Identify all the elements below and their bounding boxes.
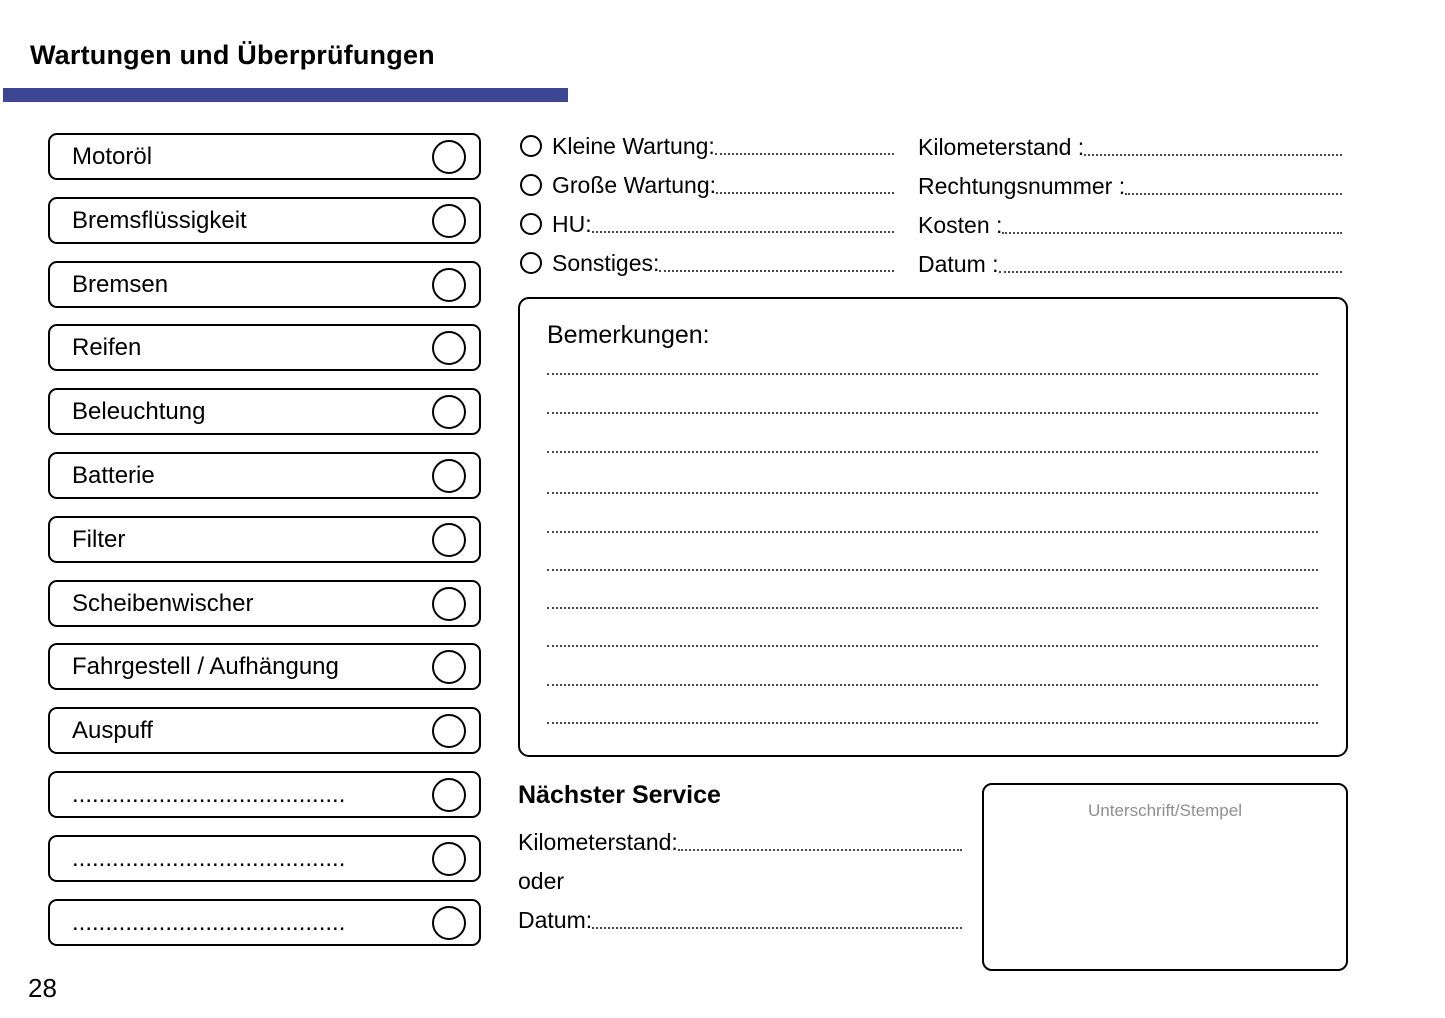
checklist-row <box>48 261 481 308</box>
next-service-km-row <box>518 828 962 855</box>
service-option-row <box>520 171 894 198</box>
checklist-row <box>48 388 481 435</box>
accent-bar <box>3 88 568 102</box>
checklist-row-blank <box>48 771 481 818</box>
page-number: 28 <box>28 973 57 1003</box>
checklist-item-label: ......................................... <box>72 844 346 872</box>
checkbox-circle[interactable] <box>432 395 466 429</box>
checklist-row <box>48 643 481 690</box>
fill-line[interactable] <box>678 849 962 851</box>
radio-circle[interactable] <box>520 213 542 235</box>
checklist-row-blank <box>48 835 481 882</box>
service-option-label: HU: <box>552 210 592 237</box>
checklist-item-label: Auspuff <box>72 716 153 744</box>
radio-circle[interactable] <box>520 174 542 196</box>
record-field-label: Rechtungsnummer : <box>918 172 1126 199</box>
checkbox-circle[interactable] <box>432 204 466 238</box>
record-field-row <box>918 211 1342 238</box>
fill-line[interactable] <box>999 271 1342 273</box>
remarks-write-line[interactable] <box>547 373 1318 375</box>
checkbox-circle[interactable] <box>432 778 466 812</box>
checklist-item-label: Motoröl <box>72 142 153 170</box>
remarks-write-line[interactable] <box>547 607 1318 609</box>
checklist-row <box>48 580 481 627</box>
checklist-item-label: Fahrgestell / Aufhängung <box>72 652 339 680</box>
checkbox-circle[interactable] <box>432 714 466 748</box>
checklist-item-label: Scheibenwischer <box>72 589 254 617</box>
remarks-box <box>518 297 1348 757</box>
checkbox-circle[interactable] <box>432 906 466 940</box>
record-field-label: Datum : <box>918 250 999 277</box>
record-field-label: Kilometerstand : <box>918 133 1085 160</box>
fill-line[interactable] <box>716 192 894 194</box>
checklist-item-label: Filter <box>72 525 126 553</box>
service-option-label: Sonstiges: <box>552 249 660 276</box>
checklist-row <box>48 707 481 754</box>
checklist-row <box>48 324 481 371</box>
radio-circle[interactable] <box>520 252 542 274</box>
fill-line[interactable] <box>1125 193 1342 195</box>
next-service-or-label: oder <box>518 868 565 894</box>
next-service-date-row <box>518 906 962 933</box>
remarks-write-line[interactable] <box>547 684 1318 686</box>
record-field-row <box>918 133 1342 160</box>
checkbox-circle[interactable] <box>432 268 466 302</box>
fill-line[interactable] <box>592 927 962 929</box>
remarks-write-line[interactable] <box>547 722 1318 724</box>
checklist-row <box>48 197 481 244</box>
remarks-write-line[interactable] <box>547 531 1318 533</box>
checklist-row <box>48 516 481 563</box>
service-option-label: Große Wartung: <box>552 171 717 198</box>
radio-circle[interactable] <box>520 135 542 157</box>
checkbox-circle[interactable] <box>432 587 466 621</box>
signature-stamp-label: Unterschrift/Stempel <box>1088 801 1242 820</box>
record-field-row <box>918 250 1342 277</box>
checkbox-circle[interactable] <box>432 650 466 684</box>
checklist-item-label: Beleuchtung <box>72 397 206 425</box>
checklist-item-label: Bremsen <box>72 270 169 298</box>
fill-line[interactable] <box>1084 154 1342 156</box>
checklist-item-label: ......................................... <box>72 780 346 808</box>
fill-line[interactable] <box>715 153 894 155</box>
checklist-row-blank <box>48 899 481 946</box>
remarks-write-line[interactable] <box>547 569 1318 571</box>
checklist-row <box>48 452 481 499</box>
checkbox-circle[interactable] <box>432 459 466 493</box>
fill-line[interactable] <box>592 231 894 233</box>
next-service-title: Nächster Service <box>518 781 721 809</box>
checklist-item-label: Reifen <box>72 333 142 361</box>
fill-line[interactable] <box>1002 232 1342 234</box>
checklist-item-label: Bremsflüssigkeit <box>72 206 247 234</box>
checkbox-circle[interactable] <box>432 523 466 557</box>
remarks-title: Bemerkungen: <box>547 321 710 349</box>
signature-stamp-box[interactable] <box>982 783 1348 971</box>
checklist-row <box>48 133 481 180</box>
checklist-item-label: Batterie <box>72 461 155 489</box>
service-option-label: Kleine Wartung: <box>552 132 715 159</box>
checkbox-circle[interactable] <box>432 842 466 876</box>
service-option-row <box>520 210 894 237</box>
next-service-date-label: Datum: <box>518 906 593 933</box>
page-title: Wartungen und Überprüfungen <box>30 40 435 70</box>
remarks-write-line[interactable] <box>547 645 1318 647</box>
checkbox-circle[interactable] <box>432 331 466 365</box>
record-field-label: Kosten : <box>918 211 1003 238</box>
checklist-item-label: ......................................... <box>72 908 346 936</box>
checkbox-circle[interactable] <box>432 140 466 174</box>
remarks-write-line[interactable] <box>547 451 1318 453</box>
service-option-row <box>520 249 894 276</box>
remarks-write-line[interactable] <box>547 492 1318 494</box>
fill-line[interactable] <box>659 270 894 272</box>
service-option-row <box>520 132 894 159</box>
record-field-row <box>918 172 1342 199</box>
remarks-write-line[interactable] <box>547 412 1318 414</box>
next-service-km-label: Kilometerstand: <box>518 828 678 855</box>
